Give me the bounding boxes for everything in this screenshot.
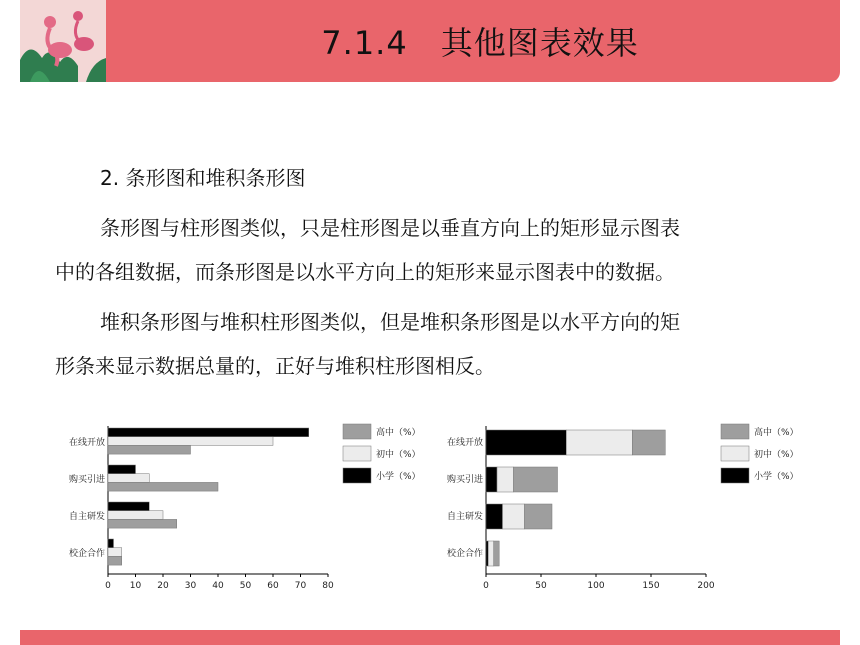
bar	[108, 502, 149, 511]
footer-bar	[20, 630, 840, 645]
x-tick-label: 40	[212, 581, 224, 588]
category-label: 在线开放	[68, 438, 105, 448]
bar	[108, 548, 122, 557]
category-label: 在线开放	[446, 438, 483, 448]
paragraph-1-line-1: 条形图与柱形图类似，只是柱形图是以垂直方向上的矩形显示图表	[100, 216, 680, 240]
bar	[108, 519, 177, 528]
bar	[108, 539, 114, 548]
bar	[108, 556, 122, 565]
slide-title: 7.1.4 其他图表效果	[321, 24, 639, 62]
bar	[108, 511, 163, 520]
x-tick-label: 0	[105, 581, 111, 588]
bar-segment	[486, 504, 503, 529]
bar-segment	[566, 430, 632, 455]
bar	[108, 465, 136, 474]
legend-swatch	[343, 424, 371, 439]
bar	[108, 445, 191, 454]
bar-segment	[486, 467, 497, 492]
legend-label: 初中（%）	[376, 450, 421, 460]
category-label: 自主研发	[446, 512, 483, 522]
legend-swatch	[721, 446, 749, 461]
bar	[108, 482, 218, 491]
x-tick-label: 100	[587, 581, 605, 588]
legend-label: 小学（%）	[376, 472, 421, 482]
bar-segment	[525, 504, 553, 529]
bar-segment	[497, 467, 514, 492]
legend-swatch	[343, 468, 371, 483]
category-label: 校企合作	[68, 549, 105, 559]
legend-label: 初中（%）	[754, 450, 799, 460]
legend-label: 高中（%）	[754, 428, 799, 438]
paragraph-1-line-2: 中的各组数据，而条形图是以水平方向上的矩形来显示图表中的数据。	[55, 260, 675, 284]
legend-swatch	[343, 446, 371, 461]
x-tick-label: 20	[157, 581, 169, 588]
legend-label: 高中（%）	[376, 428, 421, 438]
bar-segment	[632, 430, 665, 455]
bar	[108, 437, 273, 446]
category-label: 购买引进	[68, 475, 105, 485]
section-heading: 2. 条形图和堆积条形图	[100, 166, 306, 190]
x-tick-label: 150	[642, 581, 660, 588]
legend-label: 小学（%）	[754, 472, 799, 482]
paragraph-2-line-1: 堆积条形图与堆积柱形图类似，但是堆积条形图是以水平方向的矩	[100, 310, 680, 334]
legend-swatch	[721, 468, 749, 483]
x-tick-label: 50	[239, 581, 252, 588]
bar-segment	[486, 430, 566, 455]
x-tick-label: 10	[129, 581, 142, 588]
x-tick-label: 60	[267, 581, 279, 588]
x-tick-label: 50	[535, 581, 547, 588]
bar	[108, 428, 309, 437]
bar-segment	[494, 541, 500, 566]
x-tick-label: 30	[184, 581, 197, 588]
x-tick-label: 70	[294, 581, 307, 588]
bar-segment	[514, 467, 558, 492]
stacked-bar-chart	[438, 418, 808, 588]
x-tick-label: 0	[483, 581, 489, 588]
flamingo-logo-icon	[20, 0, 106, 82]
category-label: 校企合作	[446, 549, 483, 559]
category-label: 自主研发	[68, 512, 105, 522]
bar-chart	[60, 418, 430, 588]
category-label: 购买引进	[446, 475, 483, 485]
bar-segment	[486, 541, 488, 566]
bar-segment	[503, 504, 525, 529]
x-tick-label: 200	[697, 581, 715, 588]
x-tick-label: 80	[322, 581, 334, 588]
bar	[108, 474, 149, 483]
bar-segment	[488, 541, 494, 566]
paragraph-2-line-2: 形条来显示数据总量的，正好与堆积柱形图相反。	[55, 354, 495, 378]
legend-swatch	[721, 424, 749, 439]
